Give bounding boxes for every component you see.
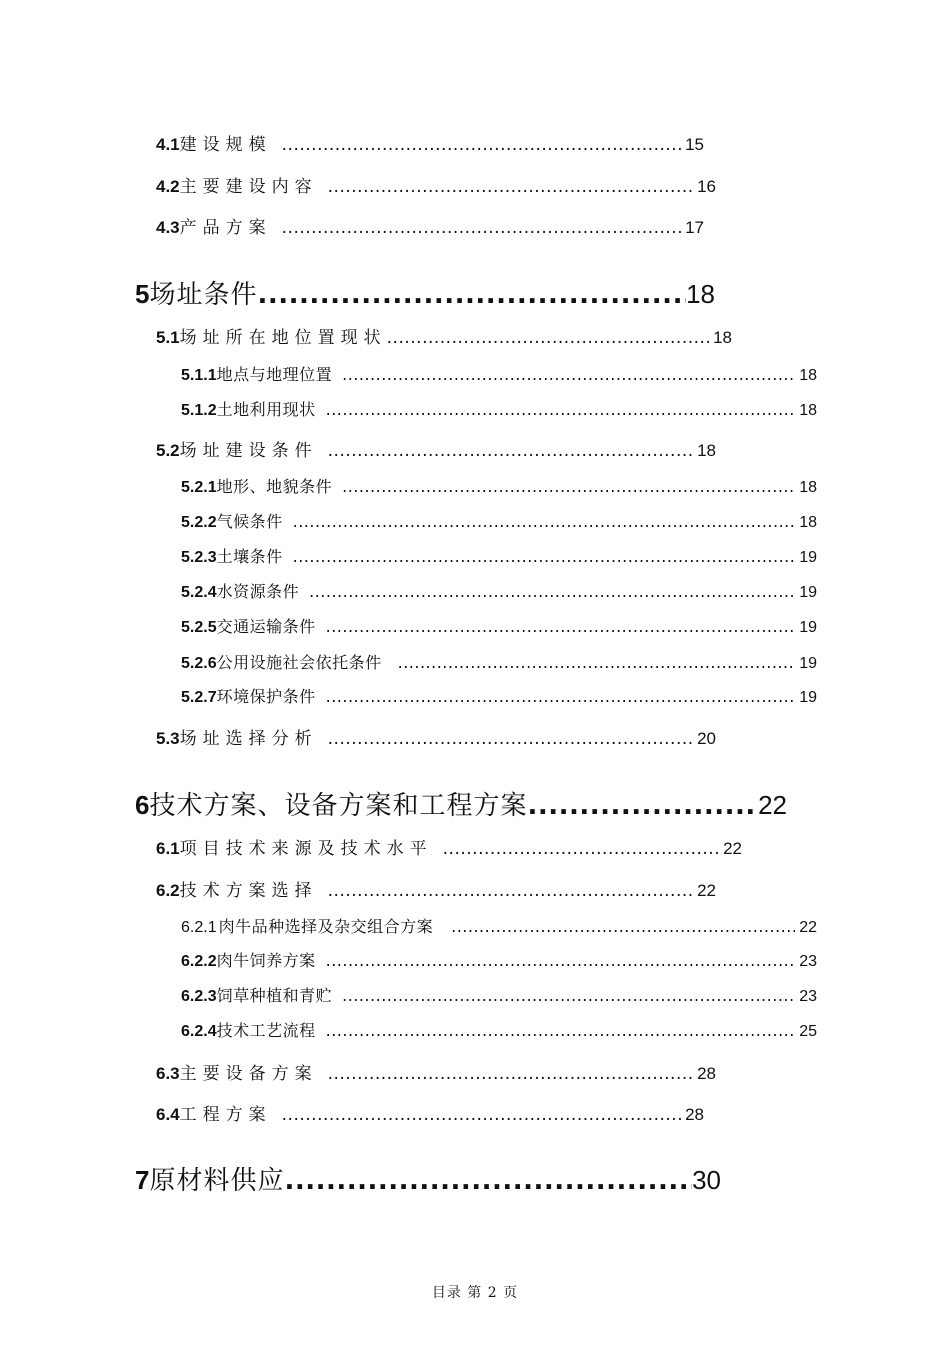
toc-entry-5-2-2[interactable] <box>181 509 817 532</box>
toc-entry-6-4[interactable] <box>156 1100 704 1125</box>
toc-page-number: 19 <box>799 584 817 601</box>
toc-leader-dots <box>326 1021 796 1040</box>
toc-page-number: 30 <box>692 1165 721 1195</box>
toc-title: 场址建设条件 <box>179 441 318 461</box>
toc-leader-dots <box>328 441 693 461</box>
toc-leader-dots <box>326 687 796 706</box>
toc-page-number: 28 <box>697 1064 716 1083</box>
toc-leader-dots <box>282 135 681 155</box>
toc-number: 5 <box>135 279 150 309</box>
toc-entry-6-3[interactable] <box>156 1059 716 1084</box>
toc-title: 肉牛饲养方案 <box>216 951 316 970</box>
toc-entry-6-1[interactable] <box>156 834 742 859</box>
toc-title: 项目技术来源及技术水平 <box>179 839 433 859</box>
toc-page-number: 28 <box>685 1105 704 1124</box>
toc-entry-4-1[interactable] <box>156 130 704 155</box>
toc-page-number: 23 <box>799 988 817 1005</box>
toc-number: 5.2.7 <box>181 689 217 706</box>
toc-number: 4.3 <box>156 218 180 237</box>
toc-number: 5.2.1 <box>181 479 217 496</box>
toc-page-number: 19 <box>799 689 817 706</box>
toc-page-number: 16 <box>697 177 716 196</box>
toc-title: 饲草种植和青贮 <box>216 986 333 1005</box>
toc-title: 原材料供应 <box>149 1166 285 1196</box>
toc-number: 6.2 <box>156 881 180 900</box>
toc-number: 5.1 <box>156 328 180 347</box>
toc-entry-4-3[interactable] <box>156 213 704 238</box>
toc-number: 6 <box>135 790 150 820</box>
toc-title: 环境保护条件 <box>216 687 316 706</box>
toc-number: 6.1 <box>156 839 180 858</box>
toc-leader-dots <box>342 986 795 1005</box>
toc-page-number: 18 <box>799 402 817 419</box>
toc-title: 土地利用现状 <box>216 400 316 419</box>
toc-page-number: 18 <box>713 328 732 347</box>
toc-number: 5.2.4 <box>181 584 217 601</box>
toc-number: 6.2.4 <box>181 1023 217 1040</box>
toc-leader-dots <box>293 512 796 531</box>
toc-number: 5.2.3 <box>181 549 217 566</box>
toc-number: 6.2.3 <box>181 988 217 1005</box>
toc-leader-dots <box>527 791 758 821</box>
toc-leader-dots <box>326 400 796 419</box>
toc-title: 场址条件 <box>149 280 258 310</box>
toc-entry-5-2-7[interactable] <box>181 684 817 707</box>
toc-number: 6.2.2 <box>181 953 217 970</box>
toc-page-number: 22 <box>697 881 716 900</box>
toc-chapter-6[interactable] <box>135 785 787 822</box>
toc-leader-dots <box>326 951 796 970</box>
toc-leader-dots <box>293 547 796 566</box>
toc-title: 技术工艺流程 <box>216 1021 316 1040</box>
toc-entry-6-2-1[interactable] <box>181 914 817 937</box>
toc-chapter-5[interactable] <box>135 274 715 311</box>
toc-entry-5-3[interactable] <box>156 724 716 749</box>
toc-entry-5-1-2[interactable] <box>181 397 817 420</box>
toc-page-number: 22 <box>758 790 787 820</box>
toc-page-number: 19 <box>799 655 817 672</box>
toc-number: 4.2 <box>156 177 180 196</box>
toc-title: 场址选择分析 <box>179 729 318 749</box>
toc-number: 4.1 <box>156 135 180 154</box>
toc-leader-dots <box>328 881 693 901</box>
toc-number: 5.1.2 <box>181 402 217 419</box>
toc-leader-dots <box>328 177 693 197</box>
toc-title: 技术方案、设备方案和工程方案 <box>149 791 528 821</box>
toc-entry-5-2[interactable] <box>156 436 716 461</box>
toc-page-number: 18 <box>686 279 715 309</box>
toc-page-number: 18 <box>799 514 817 531</box>
toc-title: 交通运输条件 <box>216 617 316 636</box>
toc-leader-dots <box>284 1166 692 1196</box>
toc-entry-5-2-4[interactable] <box>181 579 817 602</box>
toc-entry-6-2-4[interactable] <box>181 1018 817 1041</box>
toc-title: 工程方案 <box>179 1105 272 1125</box>
toc-title: 技术方案选择 <box>179 881 318 901</box>
toc-number: 5.3 <box>156 729 180 748</box>
toc-title: 地形、地貌条件 <box>216 477 333 496</box>
toc-page-number: 17 <box>685 218 704 237</box>
toc-page-number: 22 <box>723 839 742 858</box>
toc-leader-dots <box>342 477 795 496</box>
toc-number: 6.4 <box>156 1105 180 1124</box>
toc-leader-dots <box>282 1105 681 1125</box>
toc-page-number: 18 <box>799 479 817 496</box>
toc-leader-dots <box>451 917 795 936</box>
toc-title: 气候条件 <box>216 512 283 531</box>
toc-page-number: 18 <box>799 367 817 384</box>
toc-leader-dots <box>257 280 686 310</box>
toc-number: 6.2.1 <box>181 919 217 936</box>
toc-chapter-7[interactable] <box>135 1160 721 1197</box>
toc-title: 产品方案 <box>179 218 272 238</box>
toc-entry-6-2-3[interactable] <box>181 983 817 1006</box>
toc-page-number: 20 <box>697 729 716 748</box>
toc-entry-5-2-5[interactable] <box>181 614 817 637</box>
toc-entry-4-2[interactable] <box>156 172 716 197</box>
toc-page-number: 15 <box>685 135 704 154</box>
toc-title: 建设规模 <box>179 135 272 155</box>
toc-leader-dots <box>328 1064 693 1084</box>
toc-number: 5.1.1 <box>181 367 217 384</box>
toc-leader-dots <box>326 617 796 636</box>
toc-number: 7 <box>135 1165 150 1195</box>
toc-page-number: 25 <box>799 1023 817 1040</box>
toc-leader-dots <box>443 839 719 859</box>
toc-number: 5.2.2 <box>181 514 217 531</box>
toc-entry-6-2-2[interactable] <box>181 948 817 971</box>
toc-entry-5-1-1[interactable] <box>181 362 817 385</box>
toc-page-number: 22 <box>799 919 817 936</box>
toc-title: 场址所在地位置现状 <box>179 328 387 348</box>
toc-title: 肉牛品种选择及杂交组合方案 <box>218 917 434 936</box>
toc-title: 主要设备方案 <box>179 1064 318 1084</box>
toc-leader-dots <box>398 653 796 672</box>
toc-number: 5.2.6 <box>181 655 217 672</box>
toc-leader-dots <box>387 328 709 348</box>
toc-leader-dots <box>282 218 681 238</box>
toc-entry-5-2-6[interactable] <box>181 650 817 673</box>
toc-leader-dots <box>328 729 693 749</box>
toc-entry-5-1[interactable] <box>156 323 732 348</box>
toc-title: 土壤条件 <box>216 547 283 566</box>
toc-number: 5.2 <box>156 441 180 460</box>
toc-page-number: 19 <box>799 619 817 636</box>
toc-page-number: 19 <box>799 549 817 566</box>
toc-number: 5.2.5 <box>181 619 217 636</box>
toc-entry-5-2-3[interactable] <box>181 544 817 567</box>
toc-page-number: 23 <box>799 953 817 970</box>
toc-page-number: 18 <box>697 441 716 460</box>
toc-leader-dots <box>342 365 795 384</box>
toc-entry-5-2-1[interactable] <box>181 474 817 497</box>
toc-number: 6.3 <box>156 1064 180 1083</box>
page-footer: 目录 第 2 页 <box>431 1285 519 1301</box>
toc-title: 主要建设内容 <box>179 177 318 197</box>
toc-title: 水资源条件 <box>216 582 300 601</box>
toc-entry-6-2[interactable] <box>156 876 716 901</box>
toc-title: 地点与地理位置 <box>216 365 333 384</box>
toc-leader-dots <box>309 582 795 601</box>
toc-title: 公用设施社会依托条件 <box>216 653 382 672</box>
